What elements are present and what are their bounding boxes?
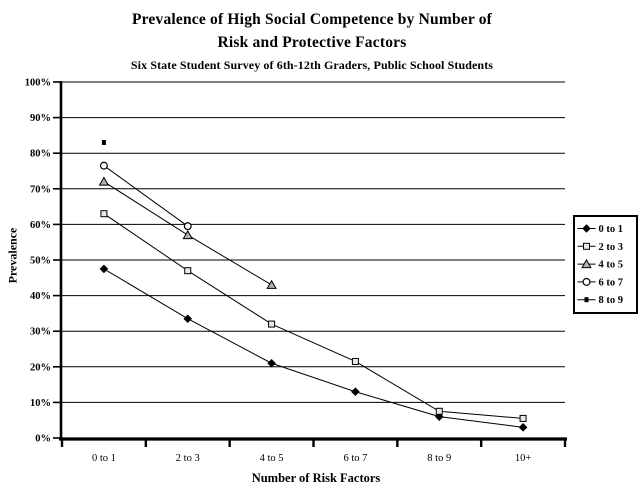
marker-square [101,211,107,217]
marker-square [352,358,358,364]
x-tick-label: 2 to 3 [175,453,200,464]
legend-label: 2 to 3 [598,241,623,253]
chart-subtitle: Six State Student Survey of 6th-12th Graders, Public School Students [130,58,494,72]
series-line-2-to-3 [104,214,523,419]
series-line-6-to-7 [104,166,188,227]
marker-diamond [183,314,192,323]
legend-label: 0 to 1 [598,224,623,235]
x-axis-title: Number of Risk Factors [251,471,381,485]
x-tick-label: 10+ [514,453,532,464]
x-tick-label: 8 to 9 [427,453,452,464]
marker-triangle [183,231,192,239]
x-tick-label: 6 to 7 [343,453,368,464]
marker-circle [583,279,590,286]
marker-diamond [519,423,528,432]
marker-circle [101,162,108,169]
marker-square [185,268,191,274]
marker-diamond [100,265,109,274]
marker-small-square [585,297,589,302]
marker-square [269,321,275,327]
marker-diamond [351,387,360,396]
marker-triangle [100,177,109,185]
y-tick-label: 0% [35,433,51,445]
y-tick-label: 100% [24,77,51,89]
y-tick-label: 10% [30,397,51,409]
y-tick-label: 50% [30,255,51,267]
y-tick-label: 20% [30,362,51,374]
marker-diamond [267,359,276,368]
legend-label: 6 to 7 [598,277,623,289]
legend-label: 4 to 5 [598,259,623,271]
marker-small-square [102,140,106,145]
y-tick-label: 80% [30,148,51,160]
y-tick-label: 70% [30,184,51,196]
marker-triangle [267,281,276,289]
marker-square [436,408,442,414]
chart-title-line2: Risk and Protective Factors [217,34,407,51]
series-line-0-to-1 [104,269,523,427]
y-tick-label: 90% [30,113,51,125]
marker-circle [184,223,191,230]
x-tick-label: 4 to 5 [259,453,284,464]
y-tick-label: 60% [30,219,51,231]
chart-title-line1: Prevalence of High Social Competence by Number of [131,11,493,28]
marker-square [584,243,590,249]
y-axis-title: Prevalence [5,227,20,284]
y-tick-label: 40% [30,291,51,303]
marker-square [520,415,526,421]
legend-label: 8 to 9 [598,295,623,307]
y-tick-label: 30% [30,326,51,338]
x-tick-label: 0 to 1 [91,453,116,464]
